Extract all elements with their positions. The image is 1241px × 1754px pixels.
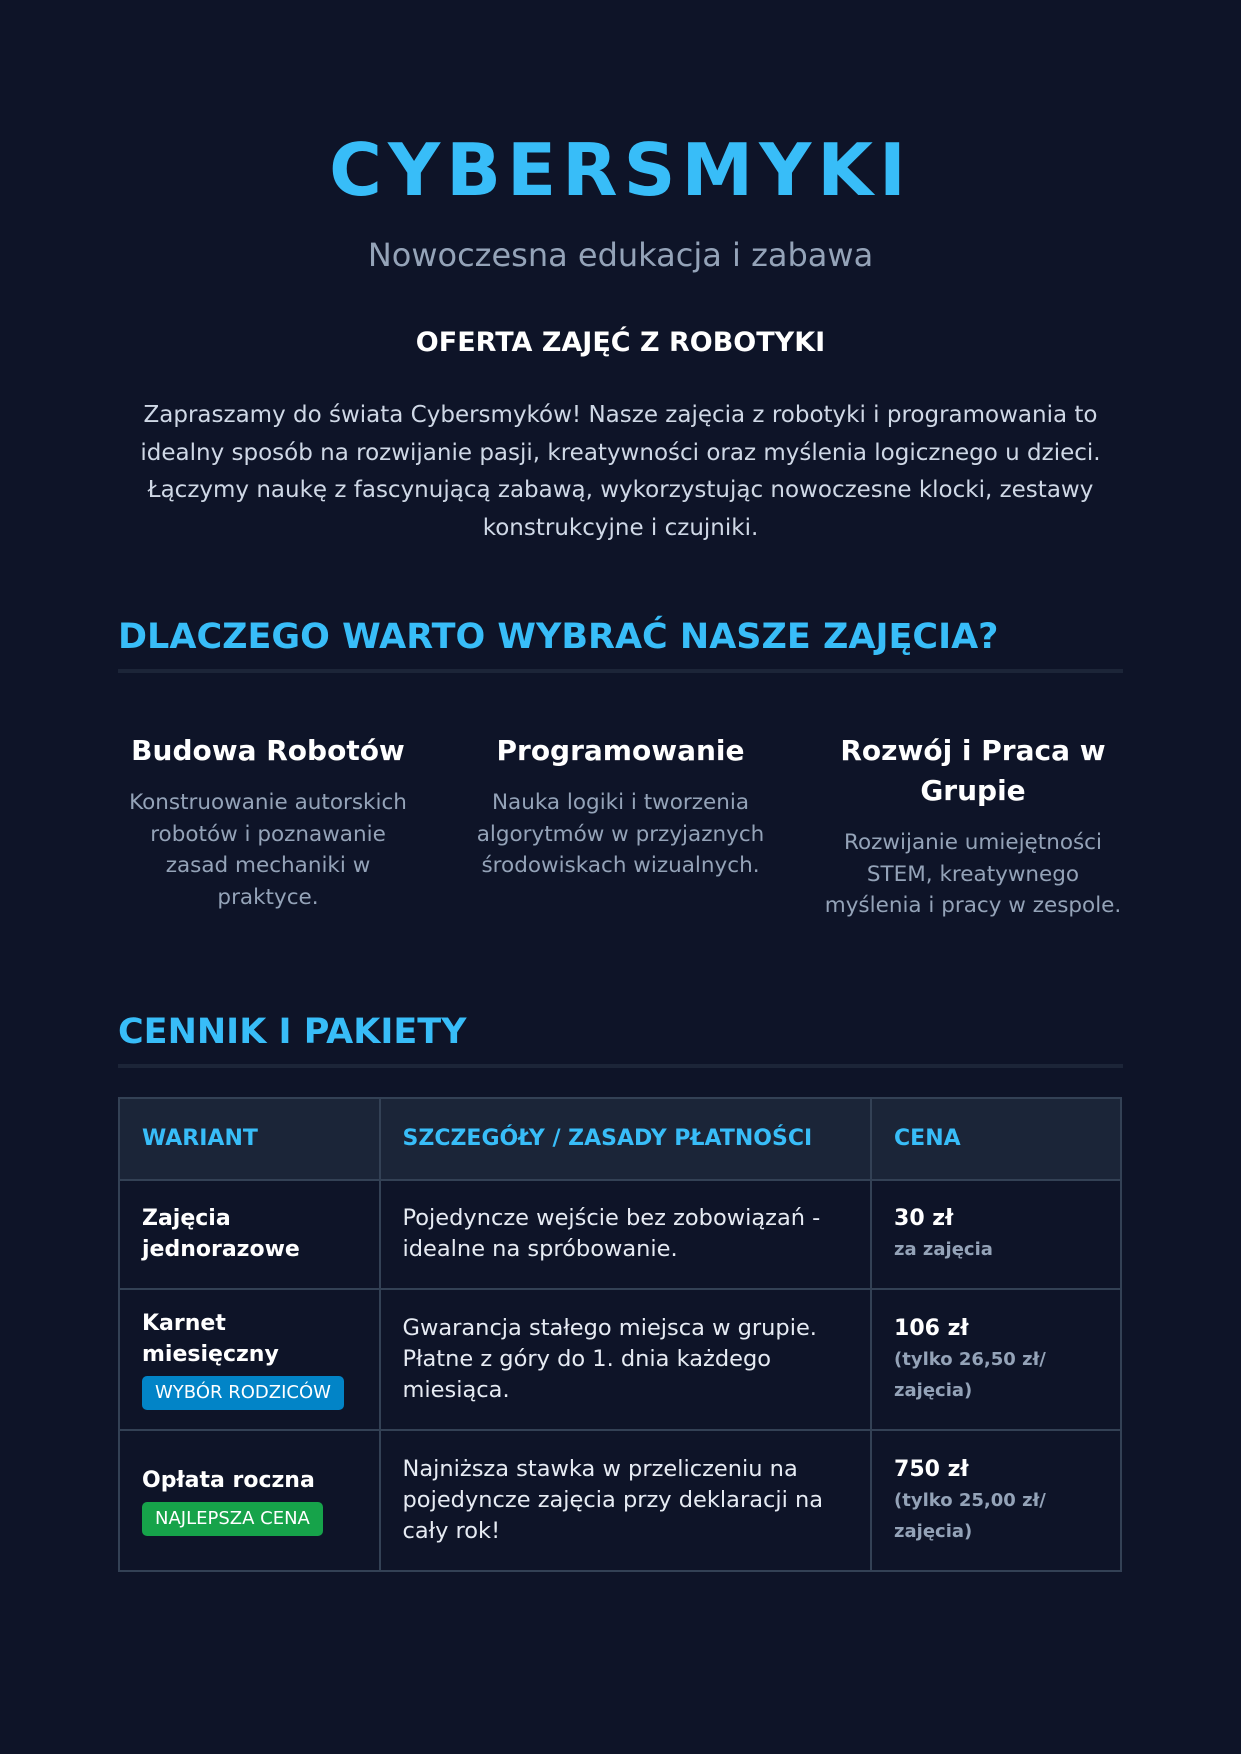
price-cell [871,1430,1121,1571]
variant-cell [119,1289,380,1430]
features-list [118,731,1123,922]
brand-tagline: Nowoczesna edukacja i zabawa [367,236,874,274]
feature-robot-building [118,731,418,922]
pricing-table [118,1097,1122,1572]
feature-teamwork [823,731,1123,922]
pricing-section-title: CENNIK I PAKIETY [118,1010,1123,1068]
details-cell [380,1180,872,1289]
table-header-row [119,1098,1121,1180]
feature-programming [471,731,771,922]
variant-name: Opłata roczna [142,1467,315,1493]
table-row [119,1180,1121,1289]
table-row [119,1430,1121,1571]
feature-description: Rozwijanie umiejętności STEM, kreatywnego myślenia i pracy w zespole. [824,830,1122,918]
feature-title: Programowanie [496,734,745,767]
feature-description: Nauka logiki i tworzenia algorytmów w przyjaznych środowiskach wizualnych. [476,790,765,878]
details-cell [380,1289,872,1430]
price-value: 106 zł [894,1315,969,1341]
flyer-page [118,0,1123,1572]
price-value: 750 zł [894,1456,969,1482]
details-text: Pojedyncze wejście bez zobowiązań - idealne na spróbowanie. [402,1205,821,1262]
feature-title: Rozwój i Praca w Grupie [840,734,1106,807]
details-cell [380,1430,872,1571]
variant-cell [119,1180,380,1289]
offer-title: OFERTA ZAJĘĆ Z ROBOTYKI [415,327,826,358]
variant-cell [119,1430,380,1571]
feature-description: Konstruowanie autorskich robotów i poznawanie zasad mechaniki w praktyce. [129,790,407,910]
details-text: Najniższa stawka w przeliczeniu na pojedyncze zajęcia przy deklaracji na cały rok! [402,1455,824,1544]
price-note: (tylko 26,50 zł/ zajęcia) [894,1348,1046,1401]
offer-intro: Zapraszamy do świata Cybersmyków! Nasze zajęcia z robotyki i programowania to idealny sposób na rozwijanie pasji, kreatywności oraz myślenia logicznego u dzieci. Łączymy naukę z fascynującą zabawą, wykorzystując nowoczesne klocki, zestawy konstrukcyjne i czujniki. [140,402,1101,541]
price-note: za zajęcia [894,1239,993,1260]
column-header-details: SZCZEGÓŁY / ZASADY PŁATNOŚCI [380,1098,872,1180]
price-note: (tylko 25,00 zł/ zajęcia) [894,1489,1046,1542]
brand-title: CYBERSMYKI [329,128,912,212]
table-row [119,1289,1121,1430]
why-section-title: DLACZEGO WARTO WYBRAĆ NASZE ZAJĘCIA? [118,615,1123,673]
badge-best-price: NAJLEPSZA CENA [142,1502,323,1536]
variant-name: Karnet miesięczny [142,1311,279,1367]
column-header-variant: WARIANT [119,1098,380,1180]
details-text: Gwarancja stałego miejsca w grupie. Płatne z góry do 1. dnia każdego miesiąca. [402,1314,817,1403]
badge-parents-choice: WYBÓR RODZICÓW [142,1376,344,1410]
variant-name: Zajęcia jednorazowe [142,1206,300,1262]
price-value: 30 zł [894,1206,954,1231]
column-header-price: CENA [871,1098,1121,1180]
feature-title: Budowa Robotów [131,734,405,767]
price-cell [871,1180,1121,1289]
price-cell [871,1289,1121,1430]
